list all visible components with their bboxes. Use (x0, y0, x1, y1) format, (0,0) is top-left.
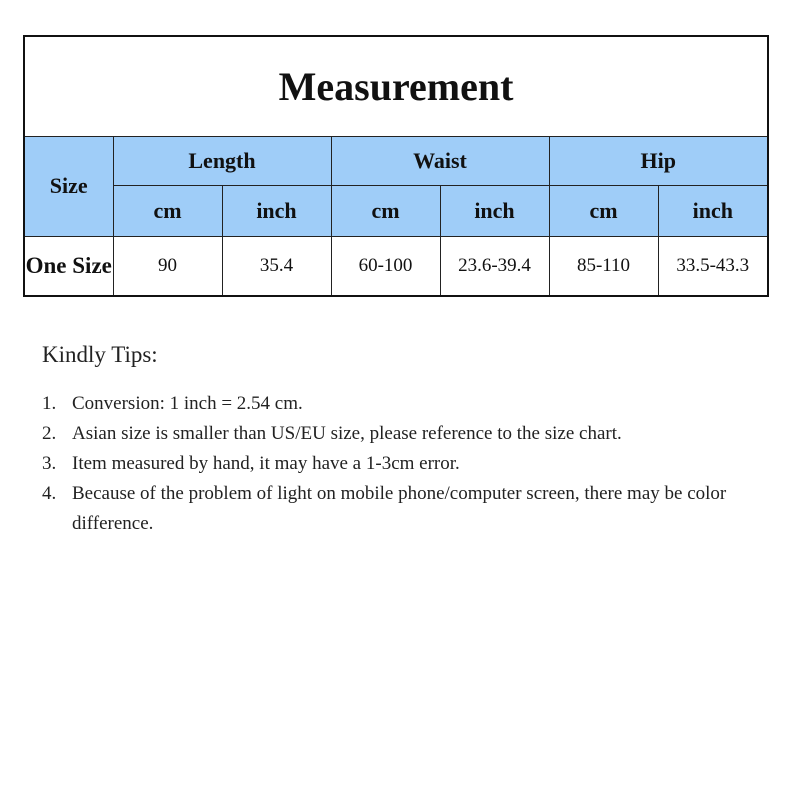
tip-number: 4. (42, 483, 57, 504)
length-cm-value: 90 (113, 236, 222, 296)
tip-text: Conversion: 1 inch = 2.54 cm. (72, 393, 303, 414)
hip-group-header: Hip (549, 136, 768, 185)
length-group-header: Length (113, 136, 331, 185)
kindly-tips-section (42, 340, 762, 539)
waist-cm-header: cm (331, 186, 440, 236)
list-item (42, 449, 762, 479)
tips-heading: Kindly Tips: (42, 342, 158, 367)
size-label: One Size (24, 236, 113, 296)
tip-number: 3. (42, 453, 57, 474)
hip-inch-header: inch (658, 186, 768, 236)
tip-number: 2. (42, 423, 57, 444)
list-item (42, 389, 762, 419)
length-cm-header: cm (113, 186, 222, 236)
length-inch-value: 35.4 (222, 236, 331, 296)
tip-text: Asian size is smaller than US/EU size, please reference to the size chart. (72, 423, 622, 444)
hip-cm-value: 85-110 (549, 236, 658, 296)
tips-list (42, 389, 762, 539)
table-title: Measurement (24, 36, 768, 136)
tip-number: 1. (42, 393, 57, 414)
size-column-header: Size (24, 136, 113, 236)
waist-cm-value: 60-100 (331, 236, 440, 296)
list-item (42, 479, 762, 539)
list-item (42, 419, 762, 449)
hip-inch-value: 33.5-43.3 (658, 236, 768, 296)
tip-text: Because of the problem of light on mobile phone/computer screen, there may be color difference. (72, 483, 727, 534)
waist-inch-header: inch (440, 186, 549, 236)
measurement-table (23, 35, 769, 297)
hip-cm-header: cm (549, 186, 658, 236)
table-row (24, 236, 768, 296)
waist-inch-value: 23.6-39.4 (440, 236, 549, 296)
tip-text: Item measured by hand, it may have a 1-3cm error. (72, 453, 460, 474)
length-inch-header: inch (222, 186, 331, 236)
waist-group-header: Waist (331, 136, 549, 185)
